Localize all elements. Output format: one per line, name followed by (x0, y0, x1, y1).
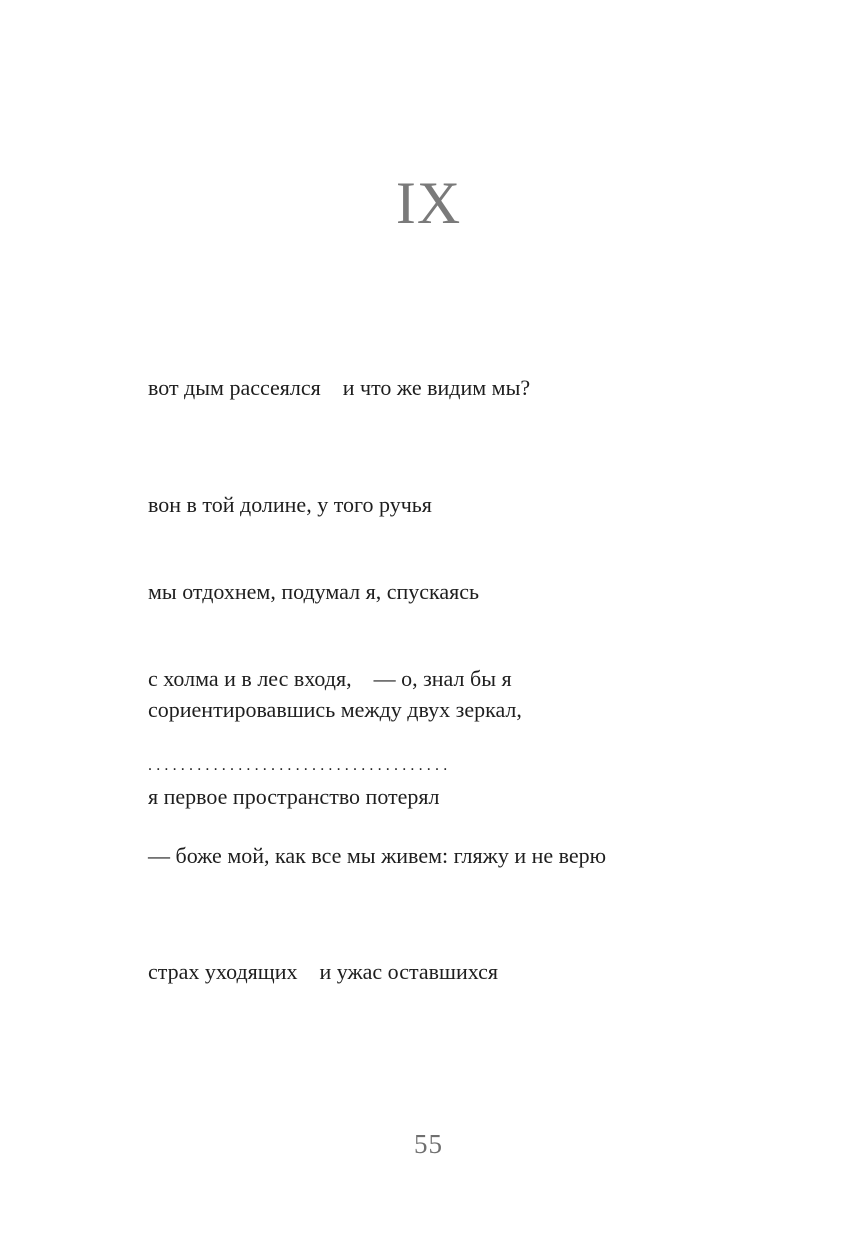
poem-line: я первое пространство потерял (148, 784, 440, 809)
poem-line: с холма и в лес входя, — о, знал бы я (148, 666, 512, 691)
page-number: 55 (414, 1129, 443, 1159)
section-numeral: IX (395, 170, 462, 236)
poem-line: мы отдохнем, подумал я, спускаясь (148, 579, 480, 604)
poem-line: страх уходящих и ужас оставшихся (148, 959, 498, 984)
ellipsis-line: ..................................... (148, 757, 452, 774)
poem-line: вон в той долине, у того ручья (148, 492, 432, 517)
poem-line: — боже мой, как все мы живем: гляжу и не верю (148, 843, 607, 868)
poem-line: вот дым рассеялся и что же видим мы? (148, 375, 531, 400)
poem-line: сориентировавшись между двух зеркал, (148, 697, 522, 722)
stanza (148, 899, 498, 1044)
